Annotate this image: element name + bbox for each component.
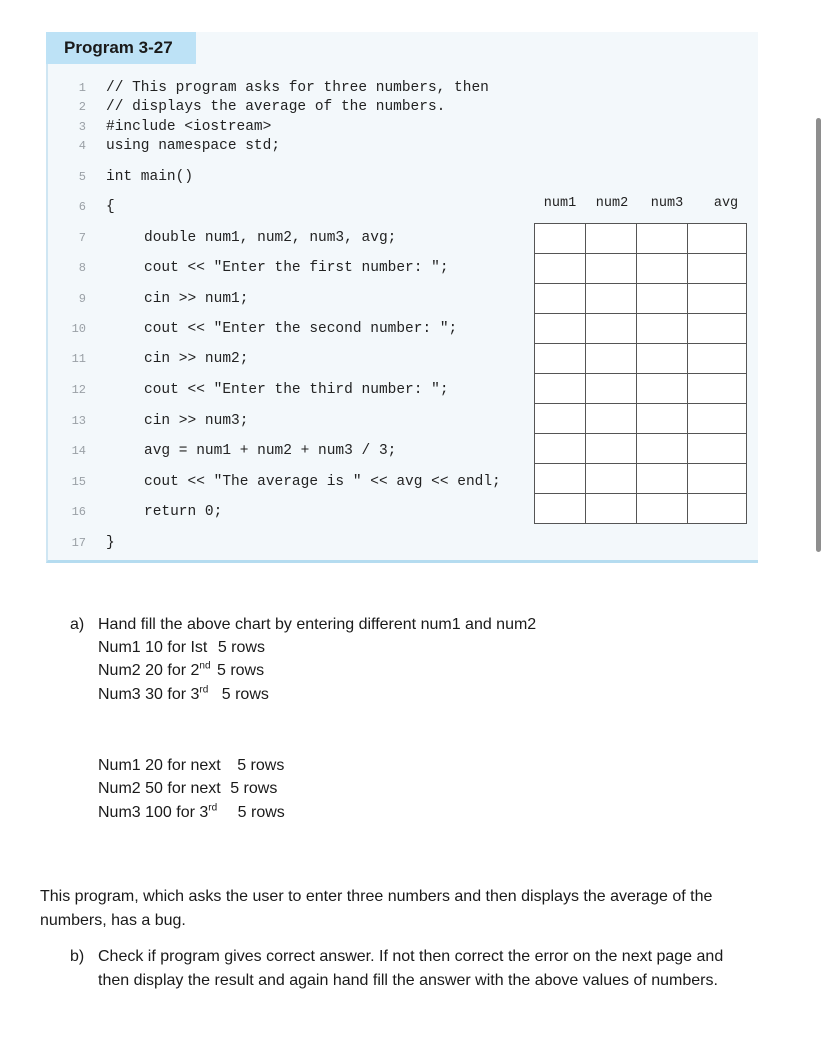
grid-cell-num3 [637,464,688,494]
grid-cell-num1 [535,224,586,254]
grid-cell-num1 [535,494,586,524]
grid-cell-num2 [586,494,637,524]
code-text: return 0; [144,504,223,520]
ordinal-suffix: rd [208,802,218,814]
grid-cell-num3 [637,224,688,254]
grid-cell-num1 [535,254,586,284]
value-label: Num2 20 for 2 [98,662,200,679]
bug-note-line2: numbers, has a bug. [40,912,186,929]
grid-cell-avg [688,464,747,494]
line-number: 11 [71,352,86,366]
grid-row [535,314,747,344]
ordinal-suffix: rd [199,684,209,696]
grid-cell-avg [688,344,747,374]
grid-cell-avg [688,494,747,524]
code-line [56,441,526,461]
grid-cell-avg [688,284,747,314]
rows-label: 5 rows [217,639,265,656]
code-text: double num1, num2, num3, avg; [144,230,397,246]
ordinal-suffix: nd [199,660,211,672]
line-number: 16 [71,505,86,519]
code-text: // This program asks for three numbers, then [106,80,489,96]
code-text: cout << "The average is " << avg << endl; [144,474,501,490]
grid-cell-num1 [535,464,586,494]
code-line [56,289,526,309]
code-text: } [106,535,115,551]
grid-cell-num2 [586,464,637,494]
code-line [56,319,526,339]
code-text: cin >> num3; [144,413,249,429]
code-text: using namespace std; [106,138,281,154]
line-number: 1 [78,81,86,95]
grid-cell-num1 [535,284,586,314]
set1-num1 [98,638,265,658]
grid-header-num1: num1 [543,196,577,211]
line-number: 5 [78,170,86,184]
grid-row [535,464,747,494]
code-line [56,258,526,278]
code-text: cout << "Enter the third number: "; [144,382,449,398]
value-label: Num1 10 for Ist [98,639,208,656]
code-line [56,97,526,117]
value-label: Num3 100 for 3 [98,804,209,821]
line-number: 2 [78,100,86,114]
grid-cell-num2 [586,434,637,464]
rows-label: 5 rows [216,662,265,679]
grid-row [535,404,747,434]
set2-num1 [98,756,284,776]
set1-num2 [98,661,264,681]
grid-row [535,434,747,464]
grid-cell-num3 [637,284,688,314]
question-a-prompt: Hand fill the above chart by entering different num1 and num2 [98,616,537,633]
grid-cell-num1 [535,374,586,404]
line-number: 7 [78,231,86,245]
code-line [56,472,526,492]
line-number: 4 [78,139,86,153]
rows-label: 5 rows [237,757,285,774]
grid-cell-avg [688,224,747,254]
grid-cell-num2 [586,224,637,254]
code-text: cout << "Enter the second number: "; [144,321,458,337]
code-line [56,533,526,553]
rows-label: 5 rows [237,804,285,821]
line-number: 12 [71,383,86,397]
line-number: 15 [71,475,86,489]
line-number: 10 [71,322,86,336]
grid-row [535,374,747,404]
line-number: 9 [78,292,86,306]
grid-row [535,224,747,254]
grid-cell-avg [688,404,747,434]
line-number: 6 [78,200,86,214]
rows-label: 5 rows [230,780,278,797]
grid-cell-num3 [637,374,688,404]
code-line [56,167,526,187]
grid-cell-num1 [535,344,586,374]
code-line [56,136,526,156]
grid-cell-num3 [637,254,688,284]
grid-cell-num3 [637,404,688,434]
value-label: Num3 30 for 3 [98,686,200,703]
grid-cell-num3 [637,314,688,344]
line-number: 14 [71,444,86,458]
bug-note-line1: This program, which asks the user to enter three numbers and then displays the average of the [40,888,713,905]
code-line [56,228,526,248]
grid-row [535,284,747,314]
grid-cell-num2 [586,344,637,374]
question-a-label: a) [70,616,85,633]
grid-cell-num2 [586,314,637,344]
line-number: 3 [78,120,86,134]
grid-row [535,254,747,284]
set2-num3 [98,803,285,823]
trace-table [534,223,747,524]
grid-cell-avg [688,314,747,344]
line-number: 8 [78,261,86,275]
code-text: #include <iostream> [106,119,272,135]
grid-header-num2: num2 [595,196,629,211]
code-line [56,502,526,522]
code-text: { [106,199,115,215]
grid-cell-avg [688,254,747,284]
grid-cell-avg [688,434,747,464]
grid-header-avg: avg [713,196,739,211]
set1-num3 [98,685,269,705]
code-text: avg = num1 + num2 + num3 / 3; [144,443,397,459]
line-number: 17 [71,536,86,550]
grid-cell-num1 [535,404,586,434]
grid-row [535,344,747,374]
code-text: int main() [106,169,194,185]
code-line [56,380,526,400]
code-line [56,117,526,137]
grid-cell-num3 [637,434,688,464]
grid-cell-num1 [535,314,586,344]
grid-cell-num3 [637,494,688,524]
question-b-label: b) [70,948,85,965]
grid-cell-avg [688,374,747,404]
code-text: cin >> num2; [144,351,249,367]
line-number: 13 [71,414,86,428]
grid-cell-num2 [586,404,637,434]
code-line [56,78,526,98]
grid-cell-num2 [586,284,637,314]
code-line [56,197,526,217]
question-b-line2: then display the result and again hand fill the answer with the above values of numbers. [98,972,718,989]
set2-num2 [98,779,277,799]
value-label: Num2 50 for next [98,780,221,797]
grid-cell-num1 [535,434,586,464]
rows-label: 5 rows [221,686,269,703]
vertical-scrollbar[interactable] [816,118,821,552]
grid-cell-num2 [586,254,637,284]
code-text: cin >> num1; [144,291,249,307]
code-line [56,349,526,369]
question-b-line1: Check if program gives correct answer. If not then correct the error on the next page and [98,948,724,965]
grid-header-num3: num3 [650,196,684,211]
grid-cell-num2 [586,374,637,404]
value-label: Num1 20 for next [98,757,221,774]
code-text: // displays the average of the numbers. [106,99,446,115]
grid-cell-num3 [637,344,688,374]
grid-row [535,494,747,524]
code-text: cout << "Enter the first number: "; [144,260,449,276]
program-title: Program 3-27 [46,32,196,64]
code-line [56,411,526,431]
